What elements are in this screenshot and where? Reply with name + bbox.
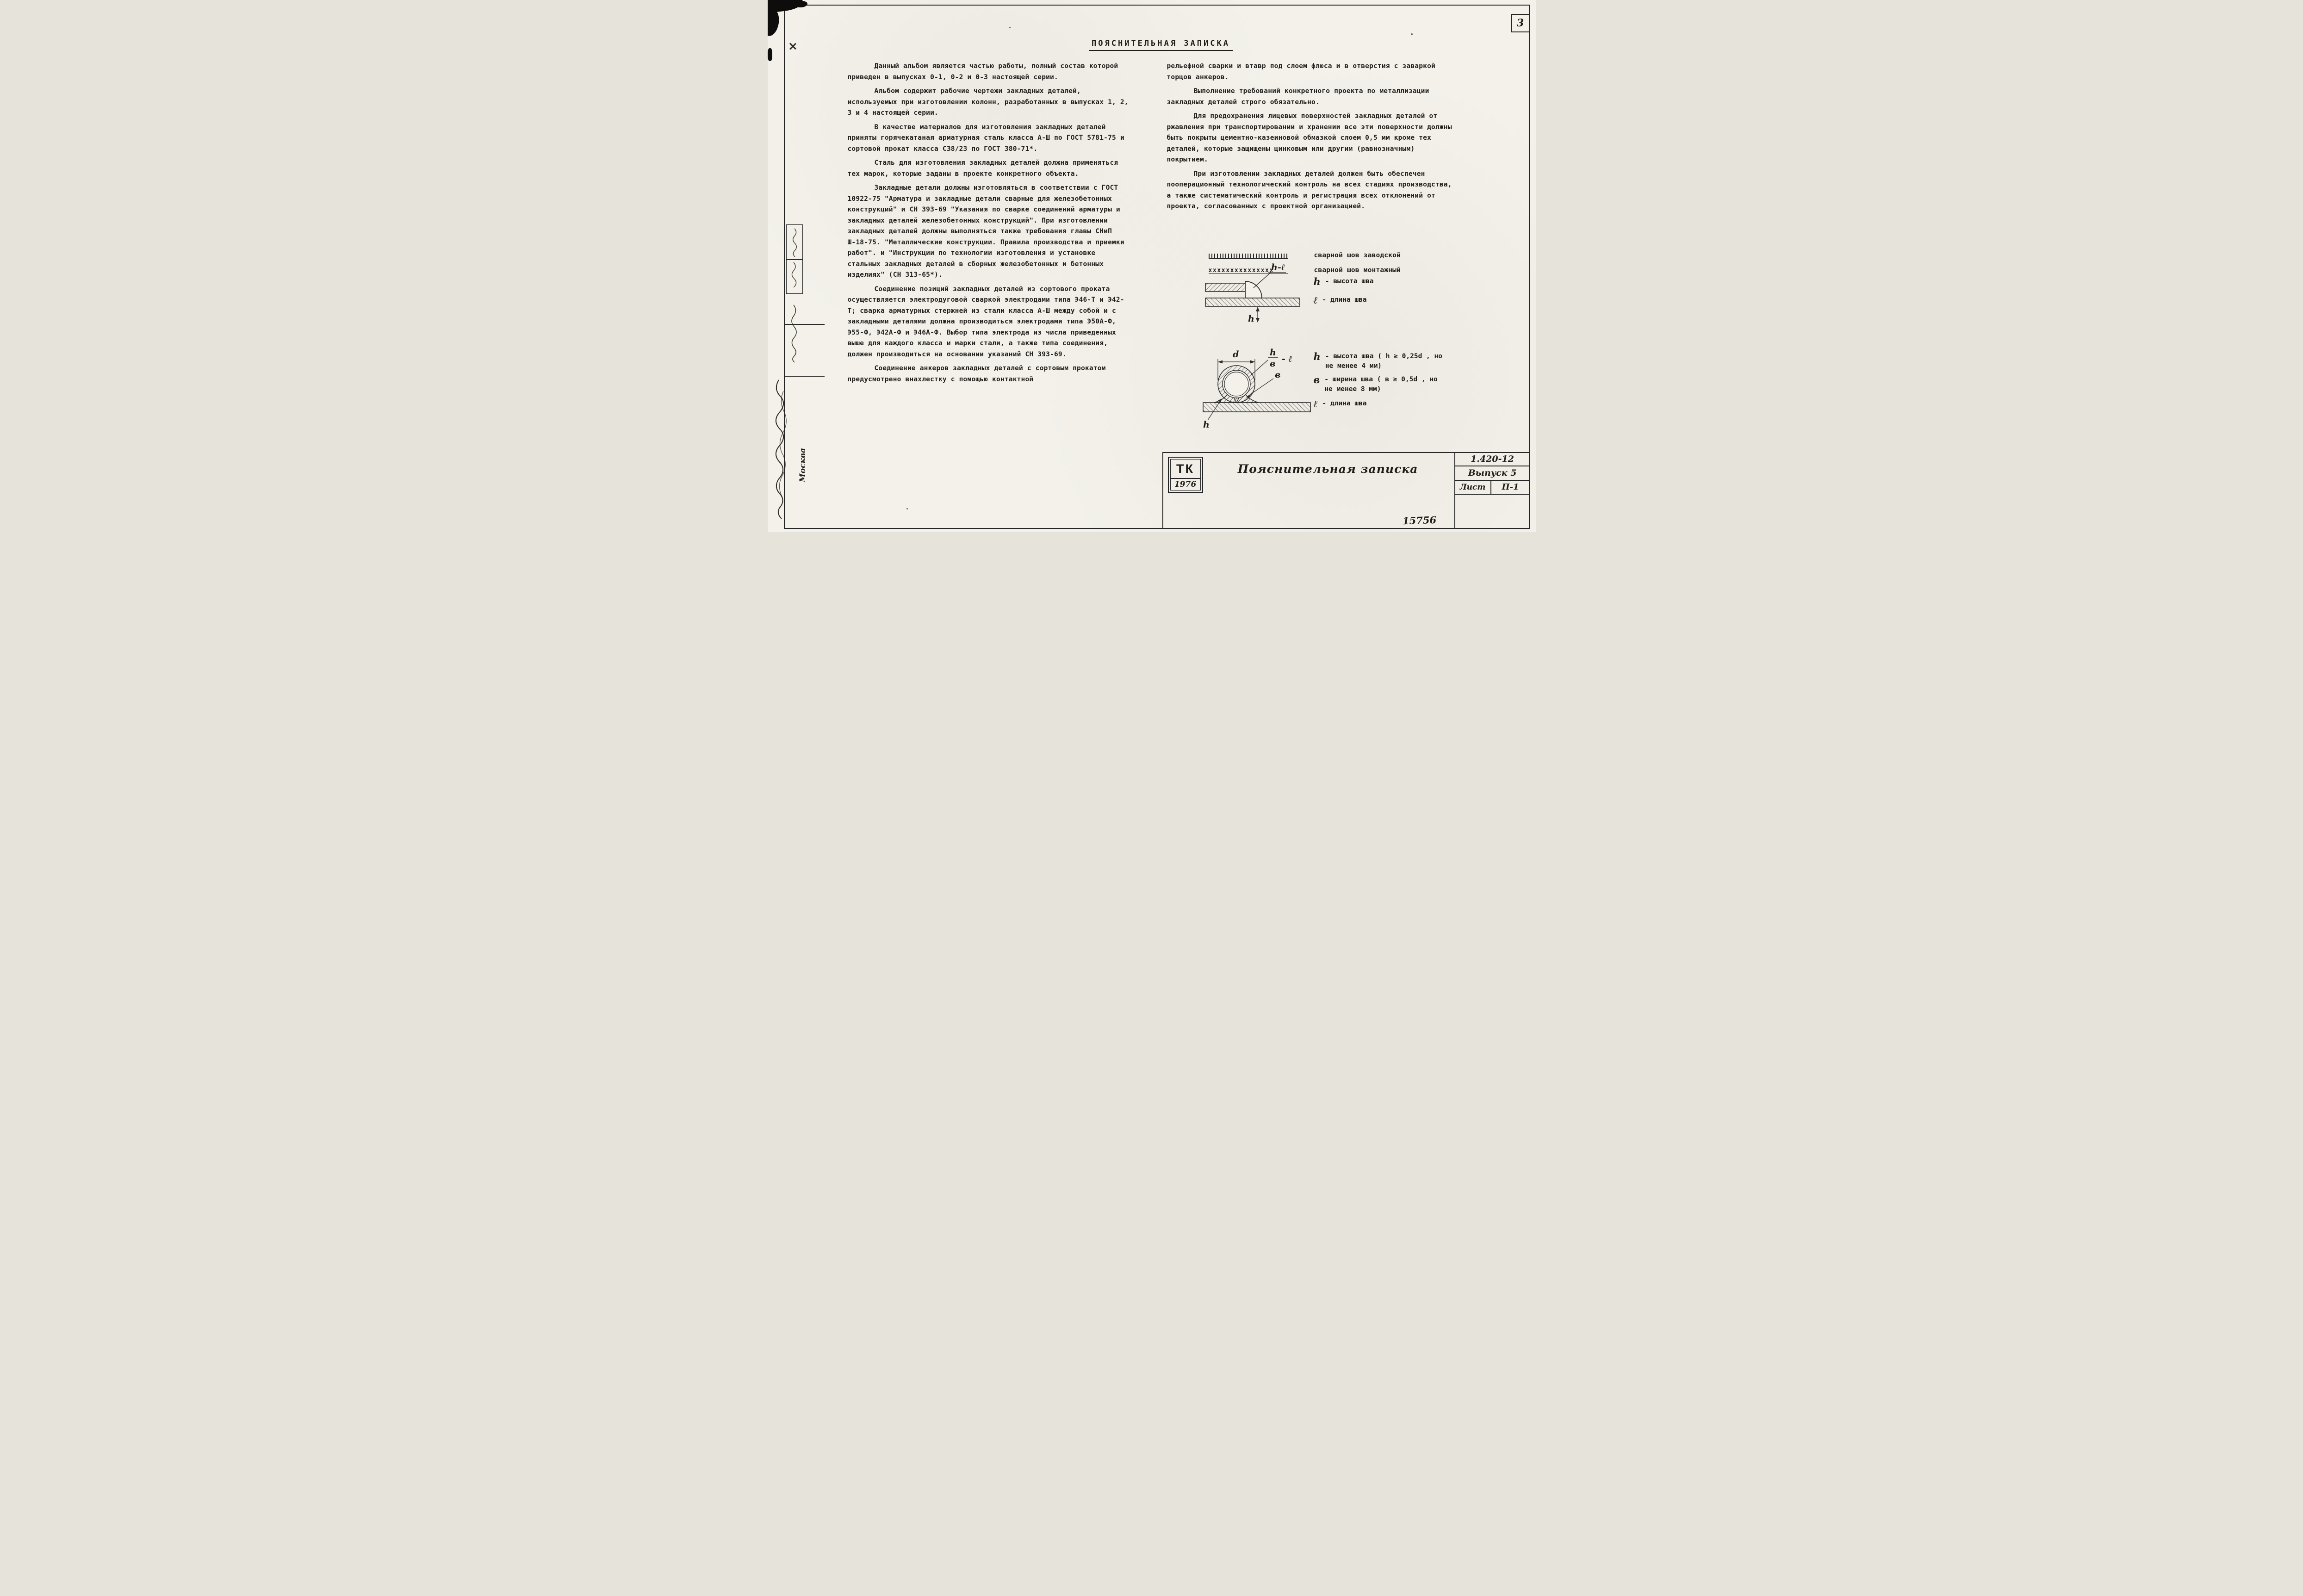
weld-callout-label: h-ℓ — [1271, 262, 1285, 273]
document-title: ПОЯСНИТЕЛЬНАЯ ЗАПИСКА — [953, 39, 1369, 48]
series-number: 1.420-12 — [1455, 453, 1530, 466]
weld-fraction-denominator: в — [1269, 359, 1275, 369]
legend-label: сварной шов заводской — [1314, 252, 1401, 259]
right-text-column — [1167, 61, 1459, 216]
illegible-stamp-text — [787, 226, 802, 258]
sheet-label: Лист — [1455, 481, 1491, 494]
paragraph: рельефной сварки и втавр под слоем флюса и в отверстия с заваркой торцов анкеров. — [1167, 62, 1435, 81]
illegible-handwriting — [788, 303, 799, 368]
paragraph: В качестве материалов для изготовления закладных деталей приняты горячекатаная арматурная сталь класса А-Ш по ГОСТ 5781-75 и сортовой прокат класса С38/23 по ГОСТ 380-71*. — [847, 123, 1124, 153]
scan-ink-blob — [768, 48, 772, 61]
page-number: 3 — [1516, 17, 1524, 29]
illegible-stamp-text — [787, 260, 802, 292]
title-block-document-name: Пояснительная записка — [1237, 462, 1418, 476]
issue-number: Выпуск 5 — [1455, 466, 1530, 481]
page-number-box — [1511, 14, 1530, 32]
paragraph: Выполнение требований конкретного проекта по металлизации закладных деталей строго обязательно. — [1167, 87, 1429, 106]
margin-cross-mark — [789, 43, 796, 50]
weld-fraction-tail: - ℓ — [1281, 354, 1292, 364]
margin-city-text: Москва — [798, 447, 807, 482]
paragraph: Закладные детали должны изготовляться в соответствии с ГОСТ 10922-75 "Арматура и закладные детали сварные для железобетонных конструкций" и СН 393-69 "Указания по сварке соединений арматуры и закладных деталей железобетонных конструкций". При изготовлении закладных деталей должны выполняться также требования главы СНиП Ш-18-75. "Металлические конструкции. Правила производства и приемки работ". и "Инструкции по технологии изготовления и установке стальных закладных деталей в сборных железобетонных и бетонных изделиях" (СН 313-65*). — [847, 184, 1124, 279]
weld-height-dim-label: h — [1248, 314, 1254, 324]
margin-stamp-box — [786, 224, 803, 294]
fillet-weld-diagram — [1202, 262, 1309, 327]
tk-logo-box — [1168, 457, 1203, 493]
diagram2-length-label: ℓ - длина шва — [1313, 398, 1367, 410]
title-block-right-section — [1454, 453, 1530, 529]
handwritten-inventory-number: 15756 — [1402, 514, 1436, 527]
diagram2-height-label: h - высота шва ( h ≥ 0,25d , но не менее 4 мм) — [1313, 351, 1442, 370]
factory-weld-seam-symbol — [1209, 254, 1288, 259]
scanned-page — [768, 0, 1536, 532]
weld-height-leader-label: h — [1203, 420, 1210, 430]
paragraph: Сталь для изготовления закладных деталей должна применяться тех марок, которые заданы в проекте конкретного объекта. — [847, 159, 1118, 178]
tk-logo-year: 1976 — [1174, 480, 1197, 489]
paragraph: Соединение анкеров закладных деталей с сортовым прокатом предусмотрено внахлестку с помощью контактной — [847, 365, 1106, 383]
weld-width-leader-label: в — [1274, 370, 1280, 380]
diagram2-width-label: в - ширина шва ( в ≥ 0,5d , но не менее 8 мм) — [1313, 374, 1438, 393]
paragraph: Для предохранения лицевых поверхностей закладных деталей от ржавления при транспортировании и хранении все эти поверхности должны быть покрыты цементно-казеиновой обмазкой слоем 0,5 мм кроме тех деталей, которые защищены цинковым или другим (равнозначным) покрытием. — [1167, 112, 1452, 163]
scan-speck — [906, 508, 908, 509]
paragraph: Данный альбом является частью работы, полный состав которой приведен в выпусках 0-1, 0-2 и 0-3 настоящей серии. — [847, 62, 1118, 81]
left-text-column — [848, 61, 1133, 388]
weld-fraction-numerator: h — [1269, 348, 1276, 358]
legend-row-factory-weld — [1209, 248, 1401, 259]
title-block — [1162, 452, 1530, 529]
paragraph: Альбом содержит рабочие чертежи закладных деталей, используемых при изготовлении колонн, разработанных в выпусках 1, 2, 3 и 4 настоящей серии. — [847, 87, 1129, 117]
legend-label: сварной шов монтажный — [1314, 267, 1401, 274]
tk-logo-text: ТК — [1171, 460, 1200, 479]
scan-speck — [1411, 33, 1413, 35]
illegible-signature-handwriting — [770, 377, 787, 530]
paragraph: При изготовлении закладных деталей должен быть обеспечен пооперационный технологический контроль на всех стадиях производства, а также систематический контроль и регистрация всех отклонений от проекта, согласованных с проектной организацией. — [1167, 170, 1452, 210]
sheet-value: П-1 — [1502, 482, 1519, 492]
bar-diameter-dim-label: d — [1232, 349, 1239, 360]
paragraph: Соединение позиций закладных деталей из сортового проката осуществляется электродуговой сваркой электродами типа Э46-Т и Э42-Т; сварка арматурных стержней из стали класса А-Ш между собой и с закладными деталями должна производиться электродами типа Э50А-Ф, Э55-Ф, Э42А-Ф и Э46А-Ф. Выбор типа электрода из числа приведенных выше для каждого класса и марки стали, а также типа соединения, должен производиться на основании указаний СН 393-69. — [847, 285, 1124, 358]
bar-weld-diagram — [1200, 329, 1314, 431]
sheet-row — [1455, 481, 1530, 495]
diagram1-height-label: h - высота шва — [1313, 276, 1374, 287]
scan-speck — [1009, 27, 1011, 28]
site-weld-seam-symbol: xxxxxxxxxxxxxxx — [1209, 267, 1288, 274]
diagram1-length-label: ℓ - длина шва — [1313, 294, 1367, 306]
margin-tick-line — [784, 376, 825, 377]
